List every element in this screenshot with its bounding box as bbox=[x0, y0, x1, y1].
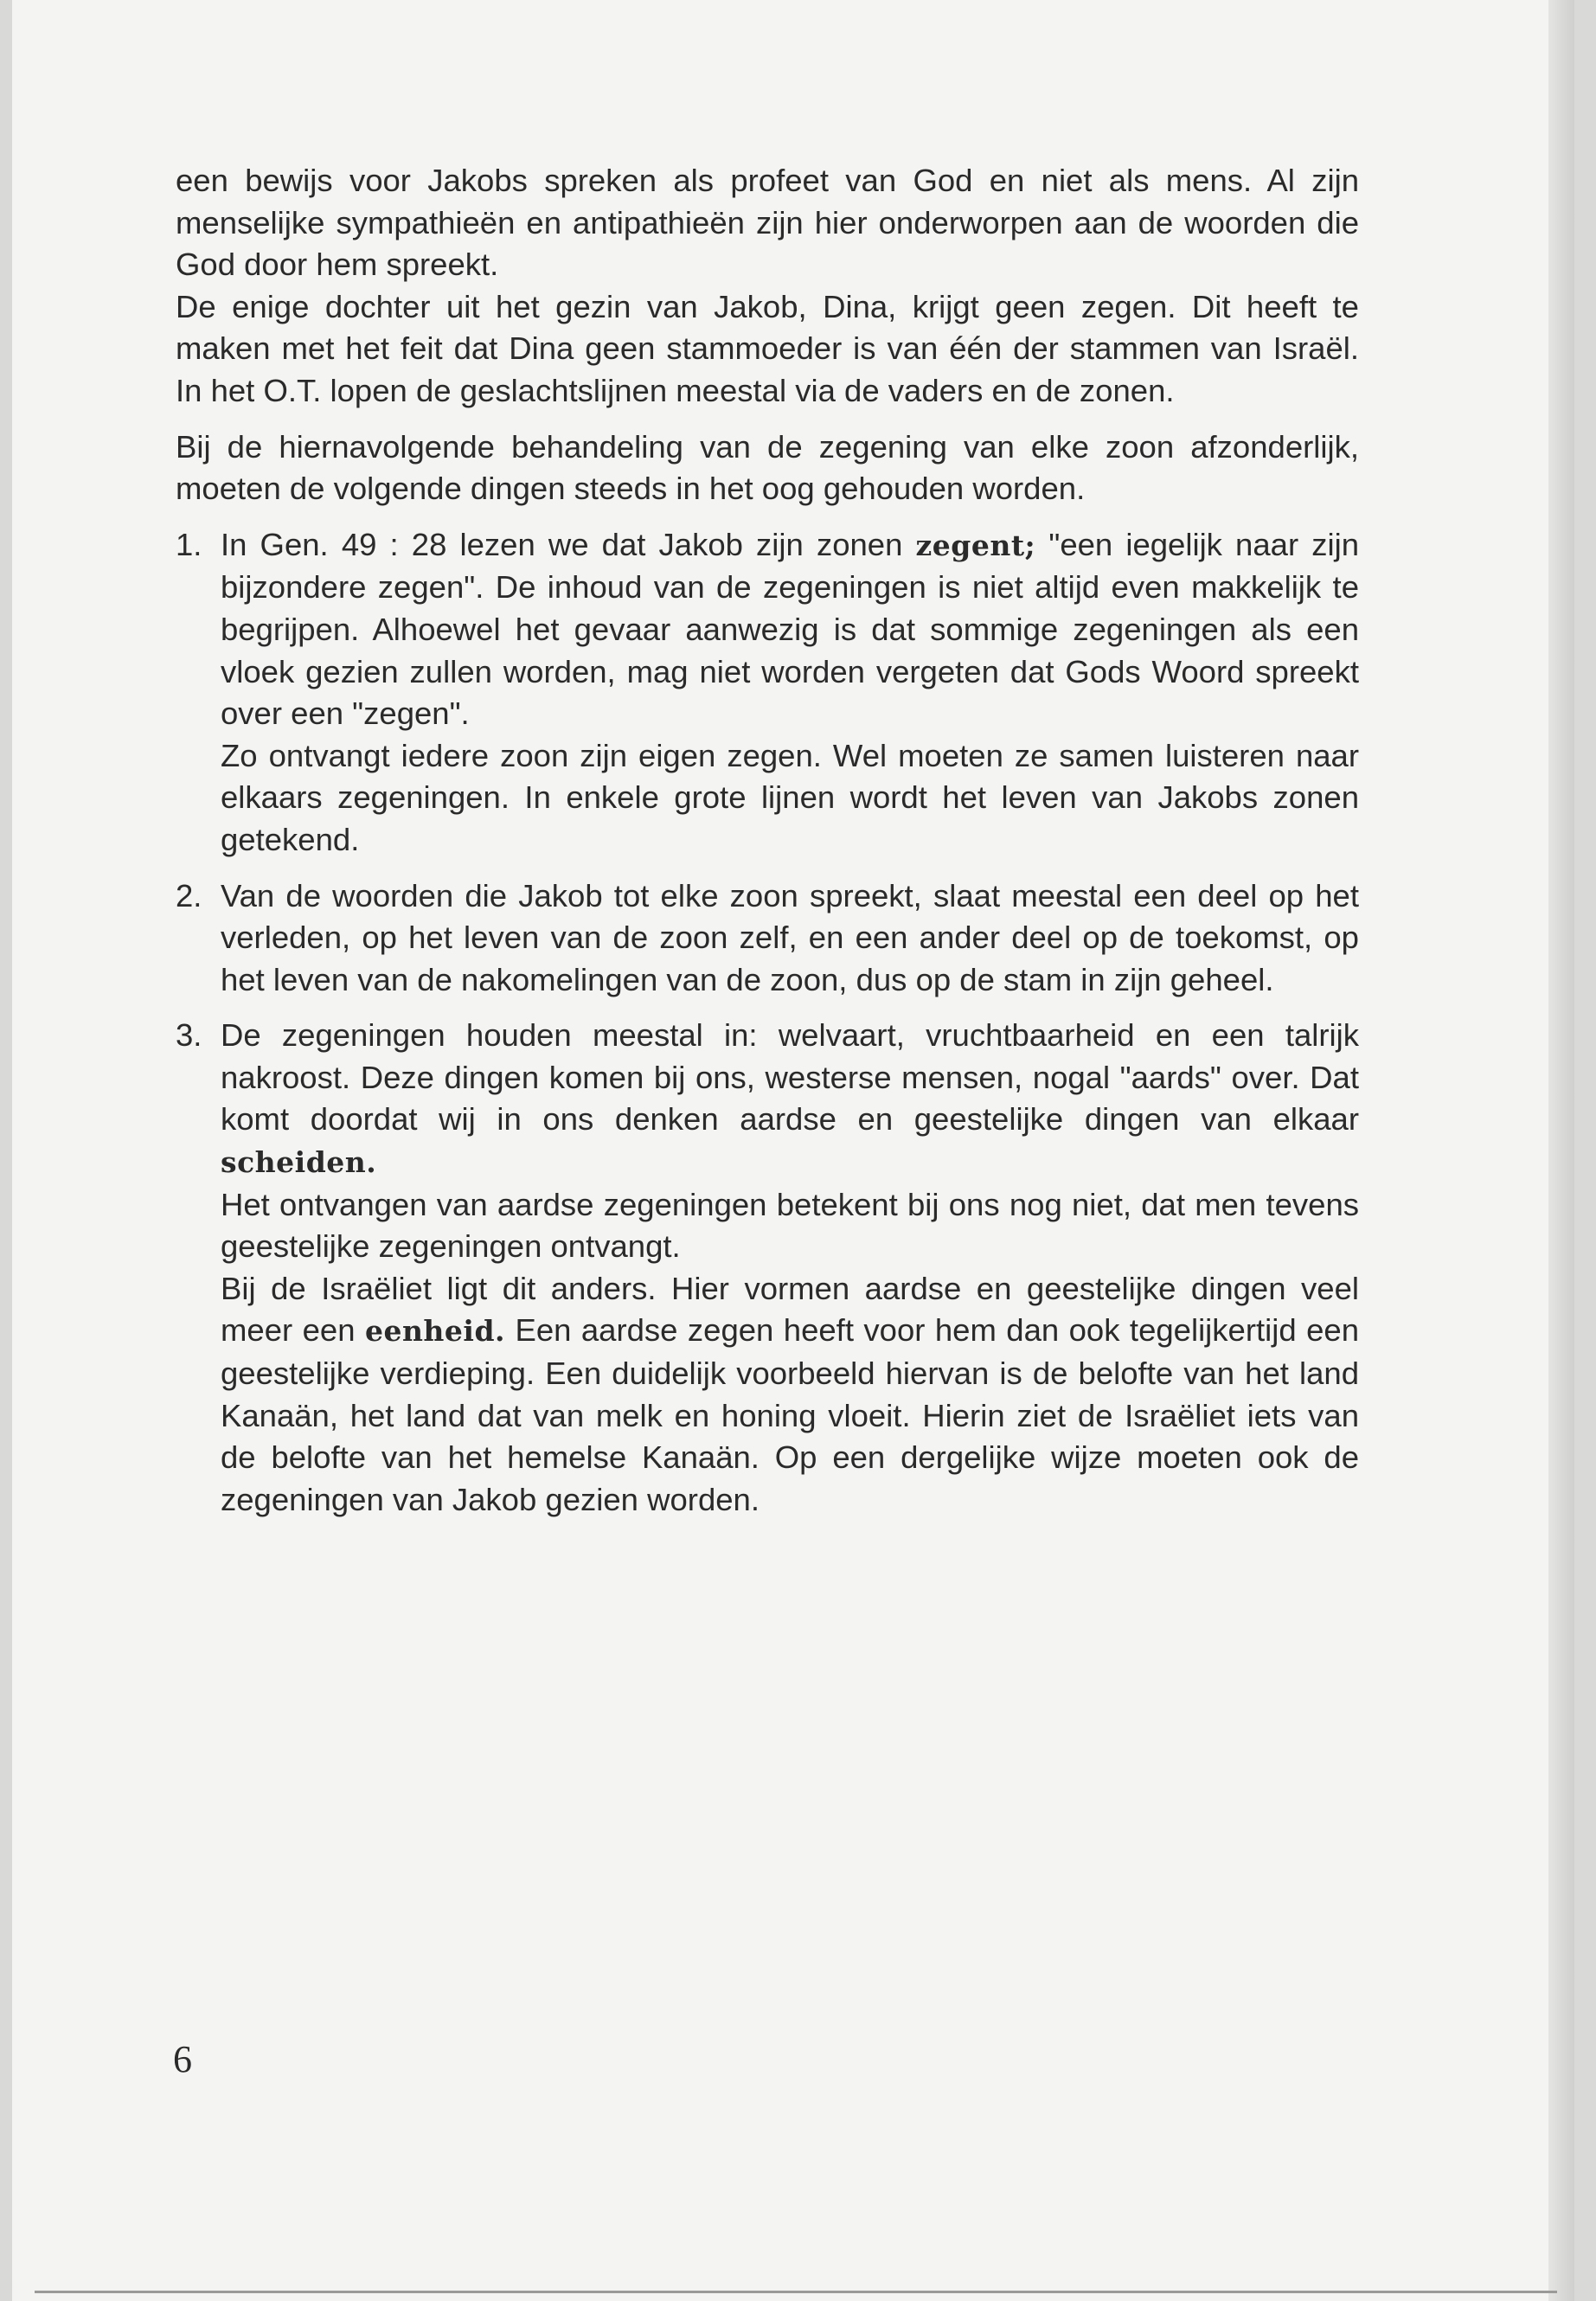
intro-paragraph-2: De enige dochter uit het gezin van Jakob, Dina, krijgt geen zegen. Dit heeft te maken met het feit dat Dina geen stammoeder is van één der stammen van Israël. In het O.T. lopen de geslachtslijnen meestal via de vaders en de zonen. bbox=[176, 288, 1359, 408]
list-item-3-paragraph-a bbox=[221, 1015, 1359, 1183]
intro-paragraph-3: Bij de hiernavolgende behandeling van de zegening van elke zoon afzonderlijk, moeten de volgende dingen steeds in het oog gehouden worden. bbox=[176, 428, 1359, 507]
list-number-3: 3. bbox=[176, 1017, 202, 1054]
body-text bbox=[176, 160, 1359, 1521]
emphasis-zegent: zegent; bbox=[915, 528, 1036, 562]
list-item-2-body bbox=[221, 875, 1359, 1002]
text-run: Een aardse zegen heeft voor hem dan ook tegelijkertijd een geestelijke verdieping. Een duidelijk voorbeeld hiervan is de belofte van het land Kanaän, het land dat van melk en honing vloeit. Hierin ziet de Israëliet iets van de belofte van het hemelse Kanaän. Op een dergelijke wijze moeten ook de zegeningen van Jakob gezien worden. bbox=[221, 1312, 1359, 1517]
list-number-1: 1. bbox=[176, 526, 202, 562]
list-item-1 bbox=[176, 524, 1359, 862]
emphasis-eenheid: eenheid. bbox=[364, 1314, 506, 1349]
list-item-2-paragraph-a: Van de woorden die Jakob tot elke zoon spreekt, slaat meestal een deel op het verleden, op het leven van de zoon zelf, en een ander deel op de toekomst, op het leven van de nakomelingen van de zoon, dus op de stam in zijn geheel. bbox=[221, 877, 1359, 997]
page-edge-shadow bbox=[1548, 0, 1574, 2301]
list-item-2 bbox=[176, 875, 1359, 1002]
text-run: De zegeningen houden meestal in: welvaart, vruchtbaarheid en een talrijk nakroost. Deze dingen komen bij ons, westerse mensen, nogal "aards" over. Dat komt doordat wij in ons denken aardse en geestelijke dingen van elkaar bbox=[221, 1017, 1359, 1138]
list-item-3-paragraph-c bbox=[221, 1268, 1359, 1522]
list-item-3-paragraph-b: Het ontvangen van aardse zegeningen betekent bij ons nog niet, dat men tevens geestelijke zegeningen ontvangt. bbox=[221, 1186, 1359, 1265]
page-number: 6 bbox=[173, 2038, 192, 2080]
intro-paragraph-1: een bewijs voor Jakobs spreken als profeet van God en niet als mens. Al zijn menselijke sympathieën en antipathieën zijn hier onderworpen aan de woorden die God door hem spreekt. bbox=[176, 163, 1359, 283]
text-run: In Gen. 49 : 28 lezen we dat Jakob zijn zonen bbox=[221, 526, 916, 562]
bottom-edge-line bbox=[35, 2291, 1557, 2293]
list-item-1-paragraph-a bbox=[221, 524, 1359, 735]
list-item-3-body bbox=[221, 1015, 1359, 1521]
text-run: "een iegelijk naar zijn bijzondere zegen". De inhoud van de zegeningen is niet altijd even makkelijk te begrijpen. Alhoewel het gevaar aanwezig is dat sommige zegeningen als een vloek gezien zullen worden, mag niet worden vergeten dat Gods Woord spreekt over een "zegen". bbox=[221, 526, 1359, 732]
emphasis-scheiden: scheiden. bbox=[221, 1145, 377, 1180]
list-number-2: 2. bbox=[176, 877, 202, 913]
list-item-3 bbox=[176, 1015, 1359, 1521]
list-item-1-paragraph-b: Zo ontvangt iedere zoon zijn eigen zegen. Wel moeten ze samen luisteren naar elkaars zegeningen. In enkele grote lijnen wordt het leven van Jakobs zonen getekend. bbox=[221, 737, 1359, 857]
text-run: Bij de Israëliet ligt dit anders. Hier vormen aardse en geestelijke dingen veel meer een bbox=[221, 1270, 1359, 1349]
list-item-1-body bbox=[221, 524, 1359, 862]
